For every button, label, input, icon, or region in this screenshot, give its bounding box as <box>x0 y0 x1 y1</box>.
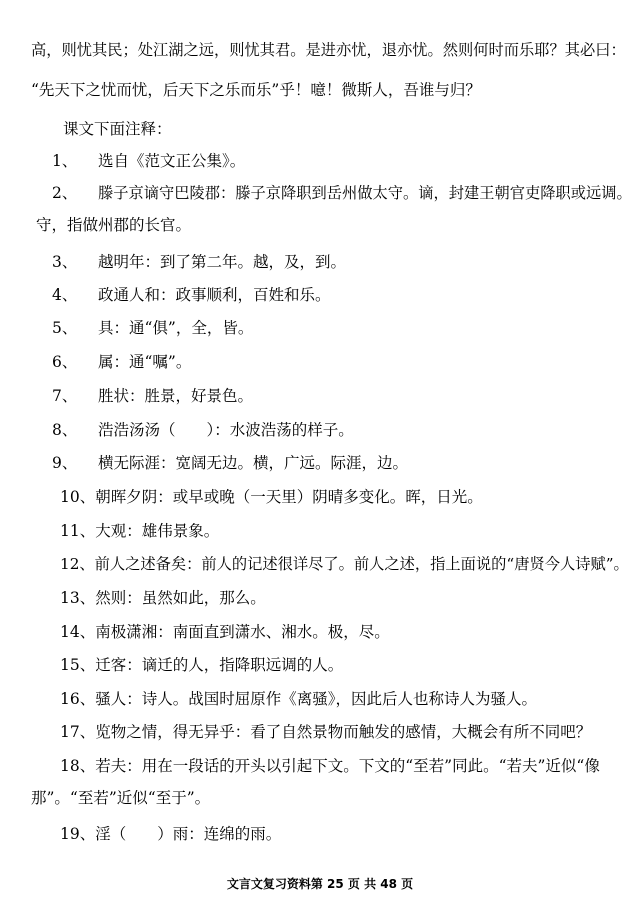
page-footer: 文言文复习资料第 25 页 共 48 页 <box>226 877 414 891</box>
